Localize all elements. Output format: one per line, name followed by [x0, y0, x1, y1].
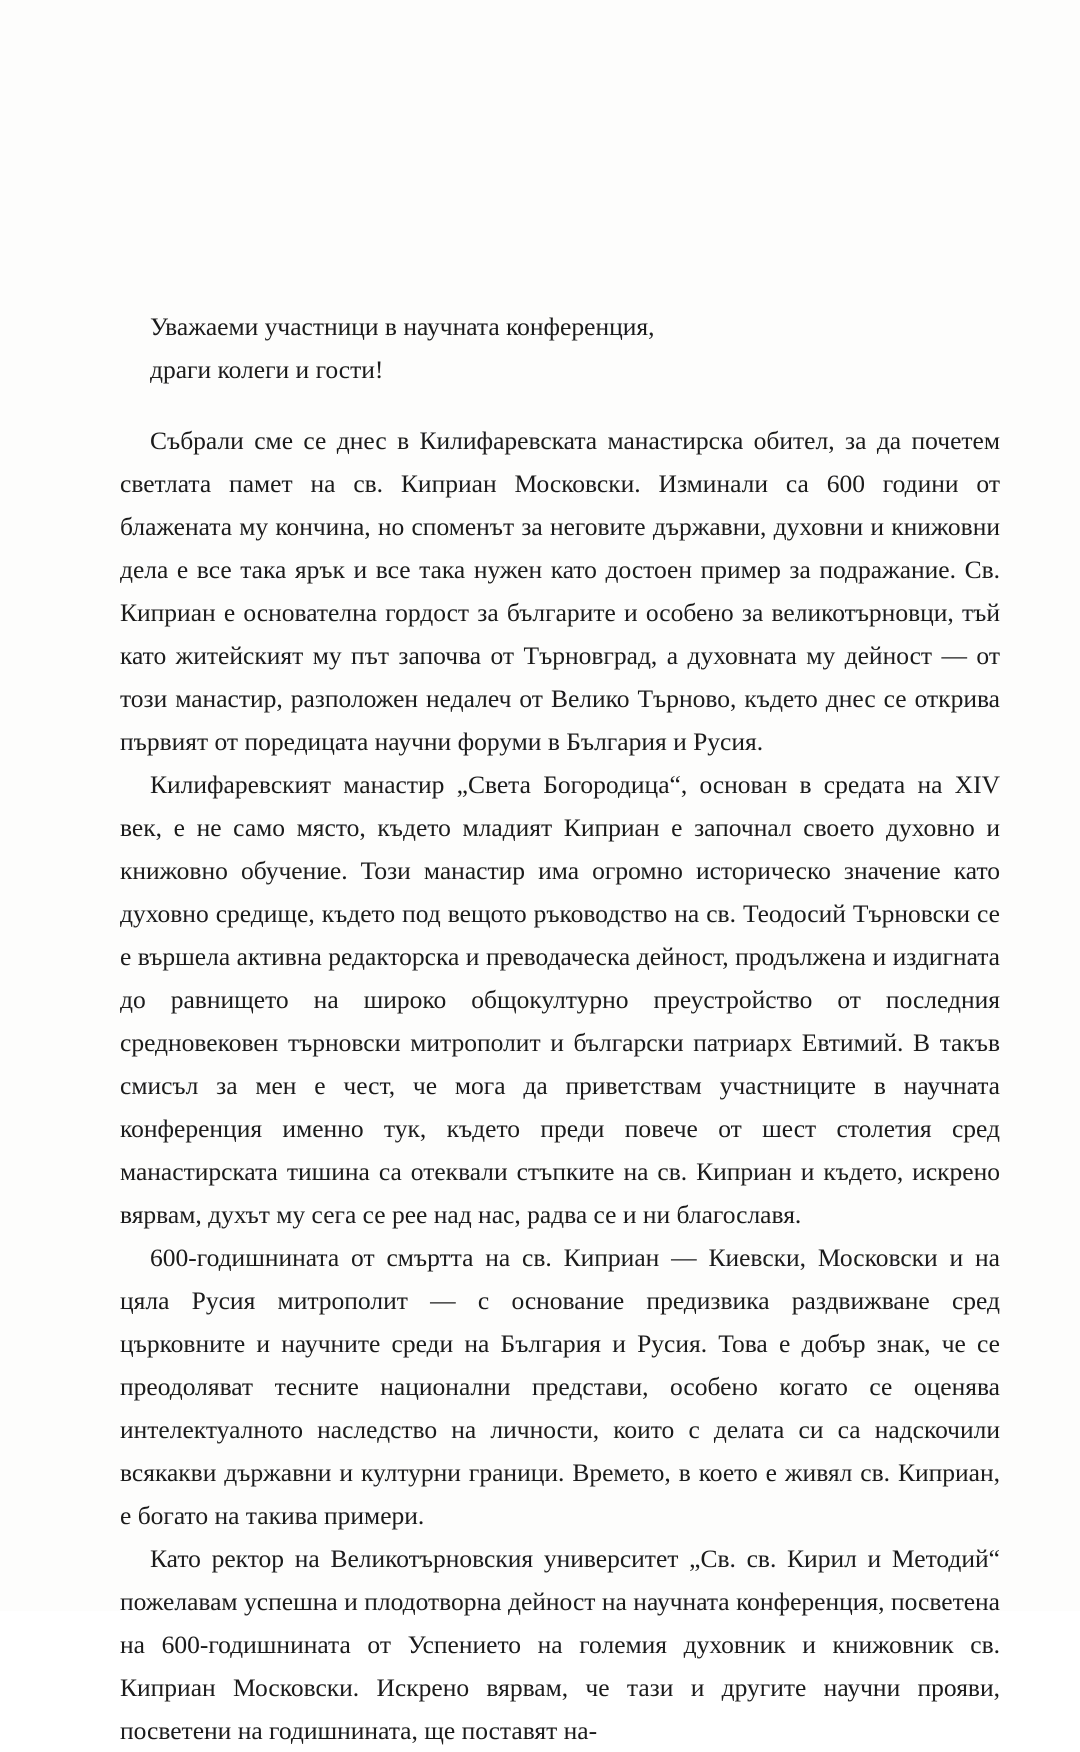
greeting-line-2: драги колеги и гости!	[150, 355, 384, 384]
paragraph-1: Събрали сме се днес в Килифаревската манастирска обител, за да почетем светлата памет на св. Киприан Московски. Изминали са 600 години от блажената му кончина, но споменът за неговите държавни, духовни и книжовни дела е все така ярък и все така нужен като достоен пример за подражание. Св. Киприан е основателна гордост за българите и особено за великотърновци, тъй като житейският му път започва от Търновград, а духовната му дейност — от този манастир, разположен недалеч от Велико Търново, където днес се открива първият от поредицата научни форуми в България и Русия.	[120, 426, 1000, 756]
letter-text	[120, 305, 1000, 1752]
paragraph-4: Като ректор на Великотърновския университет „Св. св. Кирил и Методий“ пожелавам успешна и плодотворна дейност на научната конференция, посветена на 600-годишнината от Успението на големия духовник и книжовник св. Киприан Московски. Искрено вярвам, че тази и другите научни прояви, посветени на годишнината, ще поставят на-	[120, 1544, 1000, 1745]
greeting-line-1: Уважаеми участници в научната конференция,	[150, 312, 655, 341]
paragraph-3: 600-годишнината от смъртта на св. Киприан — Киевски, Московски и на цяла Русия митрополит — с основание предизвика раздвижване сред църковните и научните среди на България и Русия. Това е добър знак, че се преодоляват тесните национални представи, особено когато се оценява интелектуалното наследство на личности, които с делата си са надскочили всякакви държавни и културни граници. Времето, в което е живял св. Киприан, е богато на такива примери.	[120, 1243, 1000, 1530]
greeting	[150, 305, 1000, 391]
body-text	[120, 419, 1000, 1752]
paragraph-2: Килифаревският манастир „Света Богородица“, основан в средата на XIV век, е не само място, където младият Киприан е започнал своето духовно и книжовно обучение. Този манастир има огромно историческо значение като духовно средище, където под вещото ръководство на св. Теодосий Търновски се е вършела активна редакторска и преводаческа дейност, продължена и издигната до равнището на широко общокултурно преустройство от последния средновековен търновски митрополит и български патриарх Евтимий. В такъв смисъл за мен е чест, че мога да приветствам участниците в научната конференция именно тук, където преди повече от шест столетия сред манастирската тишина са отеквали стъпките на св. Киприан и където, искрено вярвам, духът му сега се рее над нас, радва се и ни благославя.	[120, 770, 1000, 1229]
